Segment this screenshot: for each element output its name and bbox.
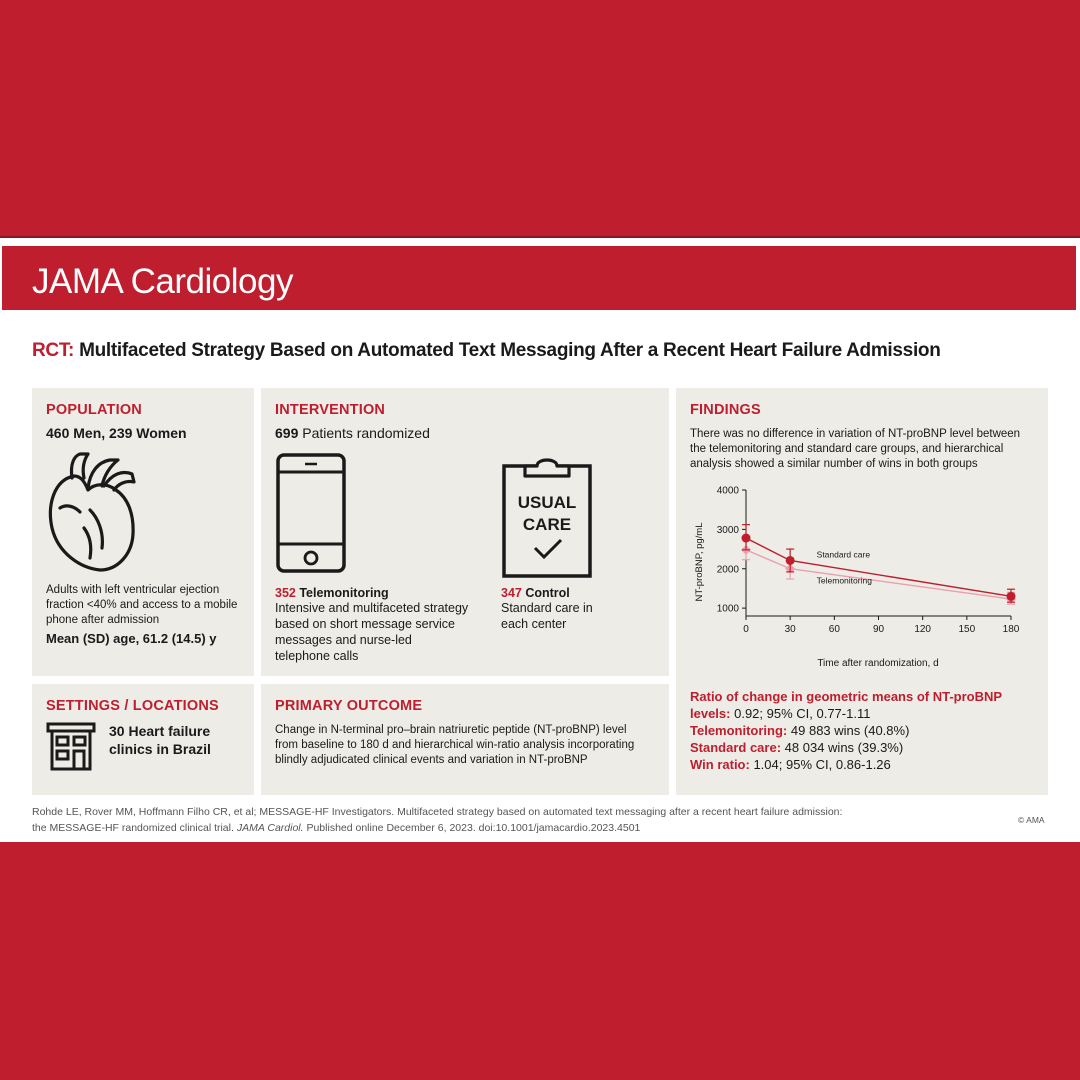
win-ratio-label: Win ratio: <box>690 757 750 772</box>
visual-abstract-card <box>0 236 1080 842</box>
population-panel <box>32 388 254 676</box>
legend-telemonitoring: Telemonitoring <box>816 575 872 586</box>
win-ratio-value: 1.04; 95% CI, 0.86-1.26 <box>753 757 891 772</box>
data-point-standard-care <box>742 534 751 543</box>
settings-heading: SETTINGS / LOCATIONS <box>46 698 219 714</box>
data-point-standard-care <box>786 556 795 565</box>
x-tick-label: 180 <box>1002 624 1020 635</box>
clipboard-icon <box>501 454 593 580</box>
x-tick-label: 120 <box>914 624 932 635</box>
usual-care-line1: USUAL <box>517 493 577 512</box>
findings-heading: FINDINGS <box>690 402 761 418</box>
ratio-label: Ratio of change in geometric means of NT-proBNP levels: <box>690 689 1002 721</box>
x-tick-label: 0 <box>743 624 749 635</box>
randomized-line <box>275 425 430 441</box>
citation-line1: Rohde LE, Rover MM, Hoffmann Filho CR, et al; MESSAGE-HF Investigators. Multifaceted strategy based on automated text messaging after a recent heart failure admission: <box>32 806 843 818</box>
copyright: © AMA <box>1018 815 1045 825</box>
tele-label: Telemonitoring <box>299 586 389 600</box>
primary-outcome-panel <box>261 684 669 795</box>
tele-number: 352 <box>275 586 296 600</box>
x-tick-label: 30 <box>784 624 796 635</box>
control-number: 347 <box>501 586 522 600</box>
primary-outcome-text: Change in N-terminal pro–brain natriuretic peptide (NT-proBNP) level from baseline to 180 d and hierarchical win-ratio analysis incorporating blindly adjudicated clinical events and variation in NT-proBNP <box>275 724 635 766</box>
journal-title: JAMA Cardiology <box>32 262 293 301</box>
control-line <box>501 585 570 601</box>
intervention-panel <box>261 388 669 676</box>
win-ratio-line <box>690 757 891 772</box>
citation-post: Published online December 6, 2023. doi:10.1001/jamacardio.2023.4501 <box>306 822 641 834</box>
x-tick-label: 150 <box>958 624 976 635</box>
std-wins-line <box>690 740 903 755</box>
title-text: Multifaceted Strategy Based on Automated Text Messaging After a Recent Heart Failure Admission <box>79 340 941 361</box>
population-age: Mean (SD) age, 61.2 (14.5) y <box>46 631 217 646</box>
randomized-number: 699 <box>275 425 299 441</box>
tele-wins-line <box>690 723 909 738</box>
findings-text: There was no difference in variation of NT-proBNP level between the telemonitoring and standard care groups, and hierarchical analysis showed a similar number of wins in both groups <box>690 428 1021 470</box>
intervention-heading: INTERVENTION <box>275 402 386 418</box>
y-tick-label: 4000 <box>716 485 739 497</box>
tele-wins-value: 49 883 wins (40.8%) <box>790 723 910 738</box>
citation-journal: JAMA Cardiol. <box>236 822 304 834</box>
population-counts: 460 Men, 239 Women <box>46 425 187 441</box>
title-prefix: RCT: <box>32 340 75 361</box>
primary-outcome-heading: PRIMARY OUTCOME <box>275 698 423 714</box>
findings-panel <box>676 388 1048 795</box>
x-tick-label: 90 <box>872 624 885 635</box>
mobile-phone-icon <box>275 452 349 578</box>
control-description: Standard care in each center <box>501 601 593 631</box>
population-heading: POPULATION <box>46 402 142 418</box>
data-point-standard-care <box>1007 592 1016 601</box>
y-tick-label: 2000 <box>716 564 739 576</box>
settings-panel <box>32 684 254 795</box>
settings-line2: clinics in Brazil <box>109 741 211 757</box>
std-wins-label: Standard care: <box>690 740 782 755</box>
ratio-value: 0.92; 95% CI, 0.77-1.11 <box>734 706 871 721</box>
telemonitoring-line <box>275 585 389 601</box>
tele-description: Intensive and multifaceted strategy based on short message service messages and nurse-led telephone calls <box>275 601 469 663</box>
std-wins-value: 48 034 wins (39.3%) <box>784 740 904 755</box>
ntprobnp-line-chart <box>686 482 1031 682</box>
usual-care-line2: CARE <box>522 515 572 534</box>
y-axis-label: NT-proBNP, pg/mL <box>694 522 705 602</box>
citation-line2 <box>32 822 640 834</box>
legend-standard-care: Standard care <box>816 549 871 560</box>
building-icon <box>46 722 96 772</box>
ratio-line <box>690 688 1045 722</box>
settings-line1: 30 Heart failure <box>109 723 211 739</box>
x-axis-label: Time after randomization, d <box>817 658 939 669</box>
x-tick-label: 60 <box>828 624 840 635</box>
heart-icon <box>44 450 140 576</box>
y-tick-label: 3000 <box>716 524 739 536</box>
population-description: Adults with left ventricular ejection fraction <40% and access to a mobile phone after admission <box>46 584 238 626</box>
page-title <box>32 340 941 362</box>
journal-banner <box>2 246 1076 310</box>
tele-wins-label: Telemonitoring: <box>690 723 788 738</box>
y-tick-label: 1000 <box>716 603 739 615</box>
randomized-label: Patients randomized <box>302 425 430 441</box>
citation-pre: the MESSAGE-HF randomized clinical trial. <box>32 822 234 834</box>
control-label: Control <box>525 586 570 600</box>
